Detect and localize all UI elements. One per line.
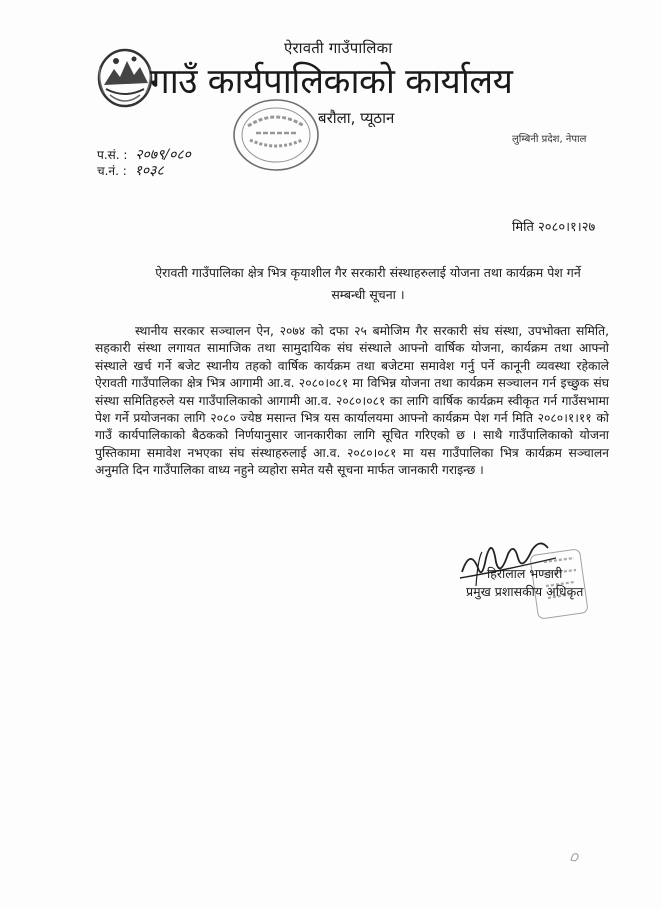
signatory-block xyxy=(466,565,583,601)
municipality-name: ऐरावती गाउँपालिका xyxy=(284,39,393,57)
office-title: गाउँ कार्यपालिकाको कार्यालय xyxy=(150,62,513,102)
office-address: बरौला, प्यूठान xyxy=(318,109,395,127)
subject-line-1: ऐरावती गाउँपालिका क्षेत्र भित्र कृयाशील गैर सरकारी संस्थाहरुलाई योजना तथा कार्यक्रम पेश गर्ने xyxy=(155,265,581,280)
notice-subject xyxy=(108,262,628,306)
ps-row xyxy=(97,147,191,163)
nepal-emblem-icon xyxy=(96,47,154,109)
signatory-name: हिरालाल भण्डारी xyxy=(486,566,563,581)
notice-date: मिति २०८०।१।२७ xyxy=(512,220,596,235)
province-label: लुम्बिनी प्रदेश, नेपाल xyxy=(512,134,587,145)
ps-value: २०७९/०८० xyxy=(135,147,191,163)
cn-row xyxy=(97,163,191,179)
notice-body: स्थानीय सरकार सञ्चालन ऐन, २०७४ को दफा २५ बमोजिम गैर सरकारी संघ संस्था, उपभोक्ता समिति, सहकारी संस्था लगायत सामाजिक तथा सामुदायिक संघ संस्थाले आफ्नो वार्षिक योजना, कार्यक्रम तथा आफ्नो संस्थाले खर्च गर्ने बजेट स्थानीय तहको वार्षिक कार्यक्रम तथा बजेटमा समावेश गर्नु पर्ने कानूनी व्यवस्था रहेकाले ऐरावती गाउँपालिका क्षेत्र भित्र आगामी आ.व. २०८०।०८१ मा विभिन्न योजना तथा कार्यक्रम सञ्चालन गर्न इच्छुक संघ संस्था समितिहरुले यस गाउँपालिकाको आगामी आ.व. २०८०।०८१ का लागि वार्षिक कार्यक्रम स्वीकृत गर्न गाउँसभामा पेश गर्ने प्रयोजनका लागि २०८० ज्येष्ठ मसान्त भित्र यस कार्यालयमा आफ्नो कार्यक्रम पेश गर्न मिति २०८०।१।११ को गाउँ कार्यपालिकाको बैठकको निर्णयानुसार जानकारीका लागि सूचित गरिएको छ । साथै गाउँपालिकाको योजना पुस्तिकामा समावेश नभएका संघ संस्थाहरुलाई आ.व. २०८०।०८१ मा यस गाउँपालिका भित्र कार्यक्रम सञ्चालन अनुमति दिन गाउँपालिका वाध्य नहुने व्यहोरा समेत यसै सूचना मार्फत जानकारी गराइन्छ । xyxy=(95,324,609,478)
cn-label: च.नं. : xyxy=(97,164,127,178)
subject-line-2: सम्बन्धी सूचना । xyxy=(331,287,405,302)
reference-block xyxy=(97,147,191,179)
scan-mark-icon xyxy=(568,850,582,864)
signatory-designation: प्रमुख प्रशासकीय अधिकृत xyxy=(466,584,584,599)
office-seal-stamp-icon xyxy=(230,96,322,174)
cn-value: १०३८ xyxy=(134,163,164,179)
ps-label: प.सं. : xyxy=(97,148,128,162)
